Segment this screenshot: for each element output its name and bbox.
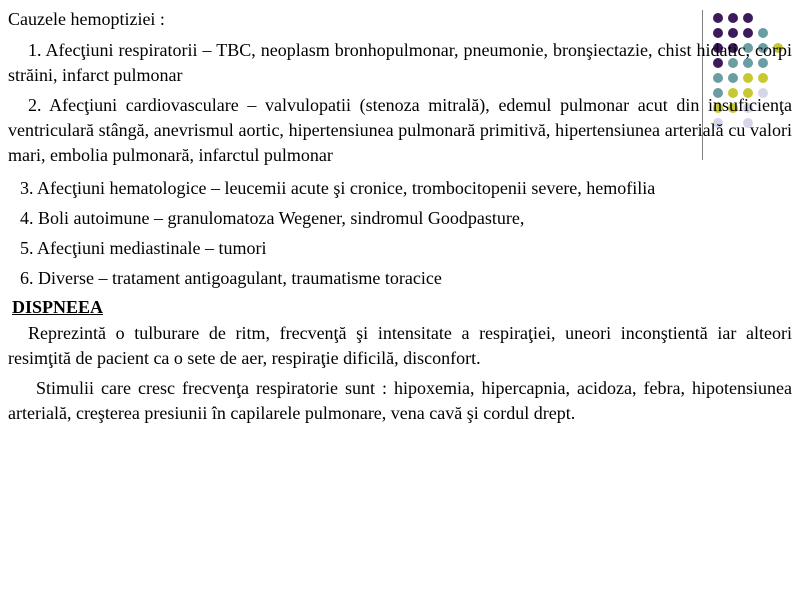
slide-content	[8, 6, 792, 426]
cause-item-hematologic: 3. Afecţiuni hematologice – leucemii acute şi cronice, trombocitopenii severe, hemofilia	[20, 178, 656, 198]
page-title: Cauzele hemoptiziei :	[8, 9, 165, 29]
cause-item-misc: 6. Diverse – tratament antigoagulant, traumatisme toracice	[20, 268, 442, 288]
cause-item-mediastinal: 5. Afecţiuni mediastinale – tumori	[20, 238, 267, 258]
cause-item-respiratory: 1. Afecţiuni respiratorii – TBC, neoplasm bronhopulmonar, pneumonie, bronşiectazie, chist hidatic, corpi străini, infarct pulmonar	[8, 40, 792, 85]
dyspnea-definition: Reprezintă o tulburare de ritm, frecvenţă şi intensitate a respiraţiei, uneori inconştientă iar alteori resimţită de pacient ca o sete de aer, respiraţie dificilă, disconfort.	[8, 323, 792, 368]
cause-item-cardiovascular: 2. Afecţiuni cardiovasculare – valvulopatii (stenoza mitrală), edemul pulmonar acut din insuficienţa ventriculară stângă, anevrismul aortic, hipertensiunea pulmonară primitivă, hipertensiunea arterială cu valori mari, embolia pulmonară, infarctul pulmonar	[8, 95, 792, 165]
dyspnea-stimuli: Stimulii care cresc frecvenţa respiratorie sunt : hipoxemia, hipercapnia, acidoza, febra, hipotensiunea arterială, creşterea presiunii în capilarele pulmonare, vena cavă şi cordul drept.	[8, 378, 792, 423]
section-heading-dyspnea: DISPNEEA	[12, 297, 104, 317]
cause-item-autoimmune: 4. Boli autoimune – granulomatoza Wegener, sindromul Goodpasture,	[20, 208, 525, 228]
